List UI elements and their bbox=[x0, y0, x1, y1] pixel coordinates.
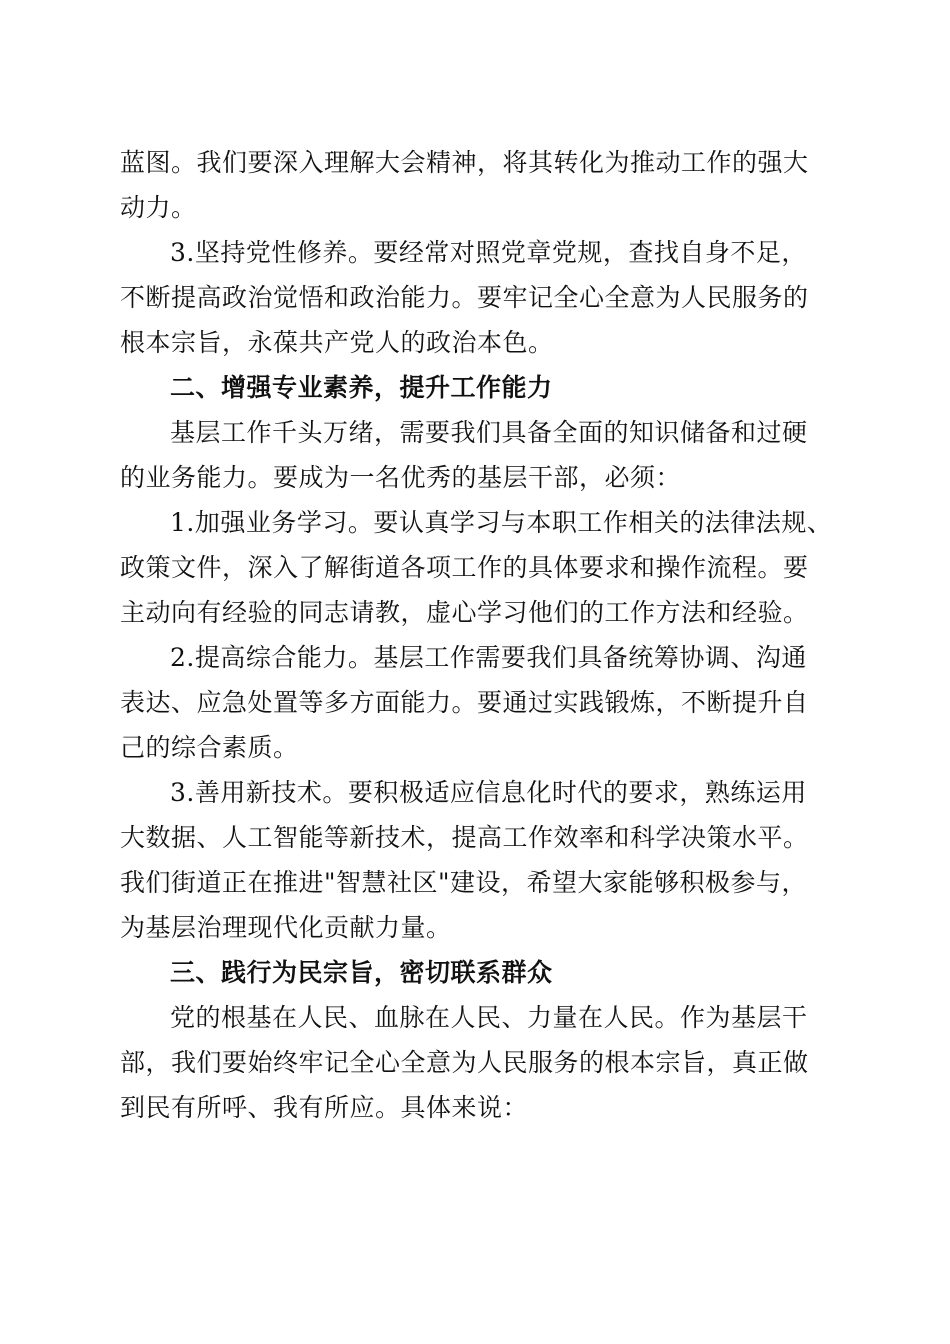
section-heading-2: 二、增强专业素养，提升工作能力 bbox=[170, 373, 553, 402]
list-item-line: 2.提高综合能力。基层工作需要我们具备统筹协调、沟通 bbox=[170, 643, 807, 672]
paragraph-line: 党的根基在人民、血脉在人民、力量在人民。作为基层干 bbox=[170, 1003, 808, 1032]
body-line: 大数据、人工智能等新技术，提高工作效率和科学决策水平。 bbox=[120, 823, 809, 852]
body-line: 的业务能力。要成为一名优秀的基层干部，必须： bbox=[120, 463, 682, 492]
body-line: 为基层治理现代化贡献力量。 bbox=[120, 913, 452, 942]
body-line: 己的综合素质。 bbox=[120, 733, 299, 762]
list-item-line: 3.善用新技术。要积极适应信息化时代的要求，熟练运用 bbox=[170, 778, 807, 807]
body-line: 蓝图。我们要深入理解大会精神，将其转化为推动工作的强大 bbox=[120, 148, 809, 177]
document-body bbox=[120, 140, 833, 1130]
list-item-line: 1.加强业务学习。要认真学习与本职工作相关的法律法规、 bbox=[170, 508, 833, 537]
body-line: 部，我们要始终牢记全心全意为人民服务的根本宗旨，真正做 bbox=[120, 1048, 809, 1077]
paragraph-line: 基层工作千头万绪，需要我们具备全面的知识储备和过硬 bbox=[170, 418, 808, 447]
list-item-line: 3.坚持党性修养。要经常对照党章党规，查找自身不足， bbox=[170, 238, 807, 267]
body-line: 主动向有经验的同志请教，虚心学习他们的工作方法和经验。 bbox=[120, 598, 809, 627]
body-line: 政策文件，深入了解街道各项工作的具体要求和操作流程。要 bbox=[120, 553, 809, 582]
body-line: 我们街道正在推进"智慧社区"建设，希望大家能够积极参与， bbox=[120, 868, 808, 897]
body-line: 根本宗旨，永葆共产党人的政治本色。 bbox=[120, 328, 554, 357]
body-line: 动力。 bbox=[120, 193, 197, 222]
body-line: 不断提高政治觉悟和政治能力。要牢记全心全意为人民服务的 bbox=[120, 283, 809, 312]
body-line: 表达、应急处置等多方面能力。要通过实践锻炼，不断提升自 bbox=[120, 688, 809, 717]
body-line: 到民有所呼、我有所应。具体来说： bbox=[120, 1093, 529, 1122]
section-heading-3: 三、践行为民宗旨，密切联系群众 bbox=[170, 958, 553, 987]
